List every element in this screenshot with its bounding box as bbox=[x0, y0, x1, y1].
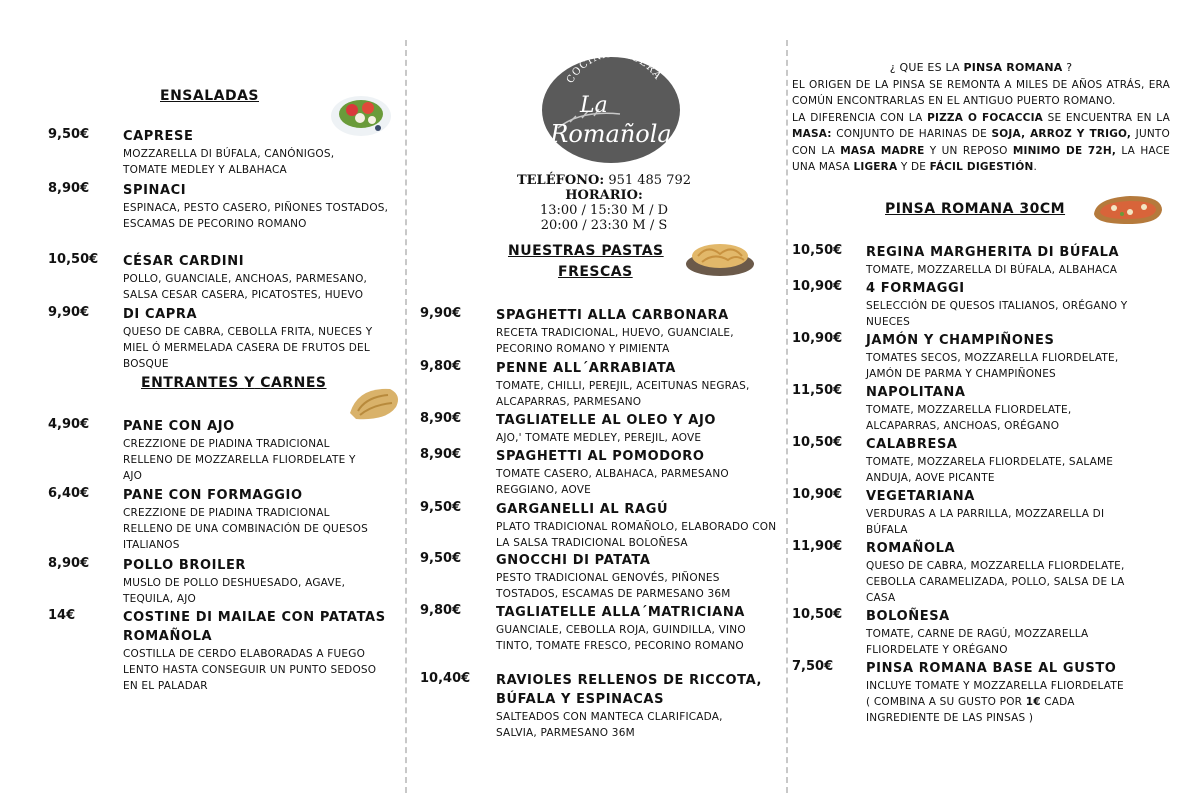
item-description: TOMATE CASERO, ALBAHACA, PARMESANO REGGIANO, AOVE bbox=[496, 468, 729, 496]
item-description: QUESO DE CABRA, CEBOLLA FRITA, NUECES Y MIEL Ó MERMELADA CASERA DE FRUTOS DEL BOSQUE bbox=[123, 326, 373, 370]
item-name: SPAGHETTI AL POMODORO bbox=[496, 449, 705, 464]
menu-item-tagliatelle-oleo bbox=[420, 411, 780, 446]
item-description: TOMATES SECOS, MOZZARELLA FLIORDELATE, JAMÓN DE PARMA Y CHAMPIÑONES bbox=[866, 352, 1119, 380]
item-name: POLLO BROILER bbox=[123, 558, 247, 573]
item-name: COSTINE DI MAILAE CON PATATAS ROMAÑOLA bbox=[123, 610, 386, 644]
section-title-pinsa: PINSA ROMANA 30CM bbox=[885, 201, 1066, 217]
item-name: SPINACI bbox=[123, 183, 187, 198]
item-price: 10,50€ bbox=[792, 243, 843, 258]
item-price: 10,50€ bbox=[792, 607, 843, 622]
item-name: PANE CON FORMAGGIO bbox=[123, 488, 303, 503]
logo-arc-text: COCINA CASERA bbox=[564, 50, 664, 86]
text-part: . bbox=[1033, 161, 1038, 173]
menu-item-di-capra bbox=[48, 305, 398, 372]
item-price: 9,90€ bbox=[420, 306, 462, 321]
text-part: ¿ QUE ES LA bbox=[889, 61, 964, 74]
text-part: MASA MADRE bbox=[840, 144, 925, 157]
item-name: RAVIOLES RELLENOS DE RICCOTA, BÚFALA Y ESPINACAS bbox=[496, 673, 763, 707]
text-part: ? bbox=[1062, 61, 1073, 74]
menu-item-pane-con-ajo bbox=[48, 417, 398, 484]
item-description: INCLUYE TOMATE Y MOZZARELLA FLIORDELATE bbox=[866, 680, 1124, 692]
item-name: GNOCCHI DI PATATA bbox=[496, 553, 651, 568]
title-part: CARNES bbox=[260, 375, 327, 391]
item-price: 10,50€ bbox=[48, 252, 99, 267]
pinsa-intro bbox=[792, 60, 1170, 176]
item-name: REGINA MARGHERITA DI BÚFALA bbox=[866, 245, 1120, 260]
item-price: 9,80€ bbox=[420, 603, 462, 618]
item-description: CREZZIONE DE PIADINA TRADICIONAL RELLENO DE UNA COMBINACIÓN DE QUESOS ITALIANOS bbox=[123, 507, 368, 551]
item-description: COSTILLA DE CERDO ELABORADAS A FUEGO LENTO HASTA CONSEGUIR UN PUNTO SEDOSO EN EL PALADAR bbox=[123, 648, 377, 692]
title-line: NUESTRAS PASTAS bbox=[508, 243, 664, 259]
item-price: 14€ bbox=[48, 608, 76, 623]
title-part: Y bbox=[244, 375, 255, 391]
hours-label bbox=[494, 188, 714, 203]
item-description: CREZZIONE DE PIADINA TRADICIONAL RELLENO DE MOZZARELLA FLIORDELATE Y AJO bbox=[123, 438, 356, 482]
item-price: 8,90€ bbox=[420, 447, 462, 462]
menu-item-spaghetti-pomodoro bbox=[420, 447, 780, 498]
text-part: LIGERA bbox=[853, 161, 898, 173]
menu-item-pinsa-base bbox=[792, 659, 1172, 726]
column-divider-right bbox=[786, 40, 788, 793]
item-description: QUESO DE CABRA, MOZZARELLA FLIORDELATE, CEBOLLA CARAMELIZADA, POLLO, SALSA DE LA CASA bbox=[866, 560, 1125, 604]
item-name: SPAGHETTI ALLA CARBONARA bbox=[496, 308, 729, 323]
logo-line1: La bbox=[580, 93, 608, 118]
item-description: MUSLO DE POLLO DESHUESADO, AGAVE, TEQUILA, AJO bbox=[123, 577, 346, 605]
text-part: 1€ bbox=[1025, 696, 1041, 708]
pinsa-origin-paragraph: EL ORIGEN DE LA PINSA SE REMONTA A MILES DE AÑOS ATRÁS, ERA COMÚN ENCONTRARLAS EN EL ANTIGUO PUERTO ROMANO. bbox=[792, 78, 1170, 107]
menu-item-bolonesa bbox=[792, 607, 1172, 658]
menu-item-garganelli bbox=[420, 500, 780, 551]
title-part: ENTRANTES bbox=[141, 375, 239, 391]
item-name: JAMÓN Y CHAMPIÑONES bbox=[866, 333, 1055, 348]
text-part: ( COMBINA A SU GUSTO POR bbox=[866, 696, 1026, 708]
text-part: LA HACE UNA MASA bbox=[792, 144, 1170, 173]
item-price: 6,40€ bbox=[48, 486, 90, 501]
menu-item-romanola bbox=[792, 539, 1172, 606]
item-name: ROMAÑOLA bbox=[866, 541, 956, 556]
item-name: VEGETARIANA bbox=[866, 489, 975, 504]
item-name: GARGANELLI AL RAGÚ bbox=[496, 502, 669, 517]
menu-item-4-formaggi bbox=[792, 279, 1172, 330]
item-name: PINSA ROMANA BASE AL GUSTO bbox=[866, 661, 1117, 676]
item-name: BOLOÑESA bbox=[866, 609, 950, 624]
item-description: RECETA TRADICIONAL, HUEVO, GUANCIALE, PECORINO ROMANO Y PIMIENTA bbox=[496, 327, 734, 355]
item-price: 8,90€ bbox=[48, 181, 90, 196]
text-part: SE ENCUENTRA EN LA bbox=[1043, 111, 1170, 124]
restaurant-logo bbox=[540, 50, 682, 164]
text-part: FÁCIL DIGESTIÓN bbox=[929, 161, 1034, 173]
item-price: 9,90€ bbox=[48, 305, 90, 320]
menu-item-caprese bbox=[48, 127, 398, 178]
text-part: Y UN REPOSO bbox=[924, 144, 1013, 157]
item-description: VERDURAS A LA PARRILLA, MOZZARELLA DI BÚFALA bbox=[866, 508, 1105, 536]
item-description: PLATO TRADICIONAL ROMAÑOLO, ELABORADO CON LA SALSA TRADICIONAL BOLOÑESA bbox=[496, 521, 777, 549]
item-name: TAGLIATELLE AL OLEO Y AJO bbox=[496, 413, 717, 428]
item-description: ESPINACA, PESTO CASERO, PIÑONES TOSTADOS, ESCAMAS DE PECORINO ROMANO bbox=[123, 202, 389, 230]
item-price: 4,90€ bbox=[48, 417, 90, 432]
phone-label: TELÉFONO: bbox=[516, 173, 605, 188]
menu-item-gnocchi bbox=[420, 551, 780, 602]
item-price: 10,90€ bbox=[792, 487, 843, 502]
item-description: TOMATE, CHILLI, PEREJIL, ACEITUNAS NEGRAS, ALCAPARRAS, PARMESANO bbox=[496, 380, 750, 408]
menu-item-cesar-cardini bbox=[48, 252, 398, 303]
menu-item-costine bbox=[48, 608, 398, 694]
item-description: TOMATE, CARNE DE RAGÚ, MOZZARELLA FLIORDELATE Y ORÉGANO bbox=[866, 628, 1089, 656]
menu-item-carbonara bbox=[420, 306, 780, 357]
section-title-ensaladas: ENSALADAS bbox=[160, 88, 259, 104]
phone-number: 951 485 792 bbox=[608, 173, 692, 188]
item-description: PESTO TRADICIONAL GENOVÉS, PIÑONES TOSTADOS, ESCAMAS DE PARMESANO 36M bbox=[496, 572, 731, 600]
menu-item-pollo-broiler bbox=[48, 556, 398, 607]
text-part: JUNTO CON LA bbox=[792, 128, 1170, 157]
item-name: CAPRESE bbox=[123, 129, 194, 144]
pinsa-extra-note bbox=[866, 694, 1136, 726]
item-price: 11,90€ bbox=[792, 539, 843, 554]
item-description: POLLO, GUANCIALE, ANCHOAS, PARMESANO, SALSA CESAR CASERA, PICATOSTES, HUEVO bbox=[123, 273, 368, 301]
contact-block bbox=[494, 173, 714, 233]
menu-item-napolitana bbox=[792, 383, 1172, 434]
item-description: TOMATE, MOZZARELA FLIORDELATE, SALAME ANDUJA, AOVE PICANTE bbox=[866, 456, 1114, 484]
text-part: CADA INGREDIENTE DE LAS PINSAS ) bbox=[866, 696, 1075, 724]
item-price: 11,50€ bbox=[792, 383, 843, 398]
item-price: 10,40€ bbox=[420, 671, 471, 686]
menu-item-spinaci bbox=[48, 181, 398, 232]
item-price: 8,90€ bbox=[48, 556, 90, 571]
item-price: 10,50€ bbox=[792, 435, 843, 450]
section-title-pastas bbox=[508, 241, 664, 283]
pinsa-difference-paragraph bbox=[792, 110, 1170, 176]
item-name: CALABRESA bbox=[866, 437, 958, 452]
text-part: LA DIFERENCIA CON LA bbox=[792, 111, 928, 124]
pinsa-photo-icon bbox=[1090, 186, 1166, 228]
logo-line2: Romañola bbox=[550, 120, 672, 148]
item-description: SELECCIÓN DE QUESOS ITALIANOS, ORÉGANO Y NUECES bbox=[866, 300, 1128, 328]
item-price: 9,50€ bbox=[420, 500, 462, 515]
text-part: PIZZA O FOCACCIA bbox=[927, 111, 1044, 124]
text-part: Y DE bbox=[897, 161, 930, 173]
item-description: SALTEADOS CON MANTECA CLARIFICADA, SALVIA, PARMESANO 36M bbox=[496, 711, 723, 739]
item-name: TAGLIATELLE ALLA´MATRICIANA bbox=[496, 605, 745, 620]
menu-item-ravioles bbox=[420, 671, 780, 741]
menu-item-matriciana bbox=[420, 603, 780, 654]
text-part: CONJUNTO DE HARINAS DE bbox=[831, 128, 992, 140]
item-price: 9,50€ bbox=[420, 551, 462, 566]
section-title-entrantes bbox=[141, 375, 327, 391]
item-price: 10,90€ bbox=[792, 331, 843, 346]
item-price: 7,50€ bbox=[792, 659, 834, 674]
menu-item-penne-arrabiata bbox=[420, 359, 780, 410]
item-description: AJO,' TOMATE MEDLEY, PEREJIL, AOVE bbox=[496, 432, 702, 444]
item-price: 9,50€ bbox=[48, 127, 90, 142]
pinsa-question bbox=[792, 60, 1170, 77]
menu-item-jamon-champinones bbox=[792, 331, 1172, 382]
pasta-photo-icon bbox=[684, 238, 756, 278]
menu-item-vegetariana bbox=[792, 487, 1172, 538]
column-divider-left bbox=[405, 40, 407, 793]
title-line: FRESCAS bbox=[558, 264, 633, 280]
item-name: PANE CON AJO bbox=[123, 419, 235, 434]
text-part: SOJA, ARROZ Y TRIGO, bbox=[991, 128, 1132, 140]
text-part: MINIMO DE 72H, bbox=[1012, 144, 1117, 157]
text-part: PINSA ROMANA bbox=[963, 61, 1063, 74]
item-description: TOMATE, MOZZARELLA FLIORDELATE, ALCAPARRAS, ANCHOAS, ORÉGANO bbox=[866, 404, 1072, 432]
item-description: TOMATE, MOZZARELLA DI BÚFALA, ALBAHACA bbox=[866, 264, 1118, 276]
text-part: MASA: bbox=[792, 128, 832, 140]
menu-item-regina-margherita bbox=[792, 243, 1172, 278]
phone-line bbox=[494, 173, 714, 188]
hours-label-text: HORARIO: bbox=[565, 188, 643, 203]
menu-item-pane-con-formaggio bbox=[48, 486, 398, 553]
item-name: DI CAPRA bbox=[123, 307, 198, 322]
item-name: CÉSAR CARDINI bbox=[123, 254, 245, 269]
menu-item-calabresa bbox=[792, 435, 1172, 486]
item-price: 8,90€ bbox=[420, 411, 462, 426]
item-description: MOZZARELLA DI BÚFALA, CANÓNIGOS, TOMATE MEDLEY Y ALBAHACA bbox=[123, 148, 335, 176]
item-description: GUANCIALE, CEBOLLA ROJA, GUINDILLA, VINO TINTO, TOMATE FRESCO, PECORINO ROMANO bbox=[496, 624, 746, 652]
item-price: 10,90€ bbox=[792, 279, 843, 294]
hours-2: 20:00 / 23:30 M / S bbox=[540, 218, 668, 233]
item-name: NAPOLITANA bbox=[866, 385, 966, 400]
item-price: 9,80€ bbox=[420, 359, 462, 374]
item-name: PENNE ALL´ARRABIATA bbox=[496, 361, 676, 376]
hours-1: 13:00 / 15:30 M / D bbox=[539, 203, 669, 218]
item-name: 4 FORMAGGI bbox=[866, 281, 965, 296]
